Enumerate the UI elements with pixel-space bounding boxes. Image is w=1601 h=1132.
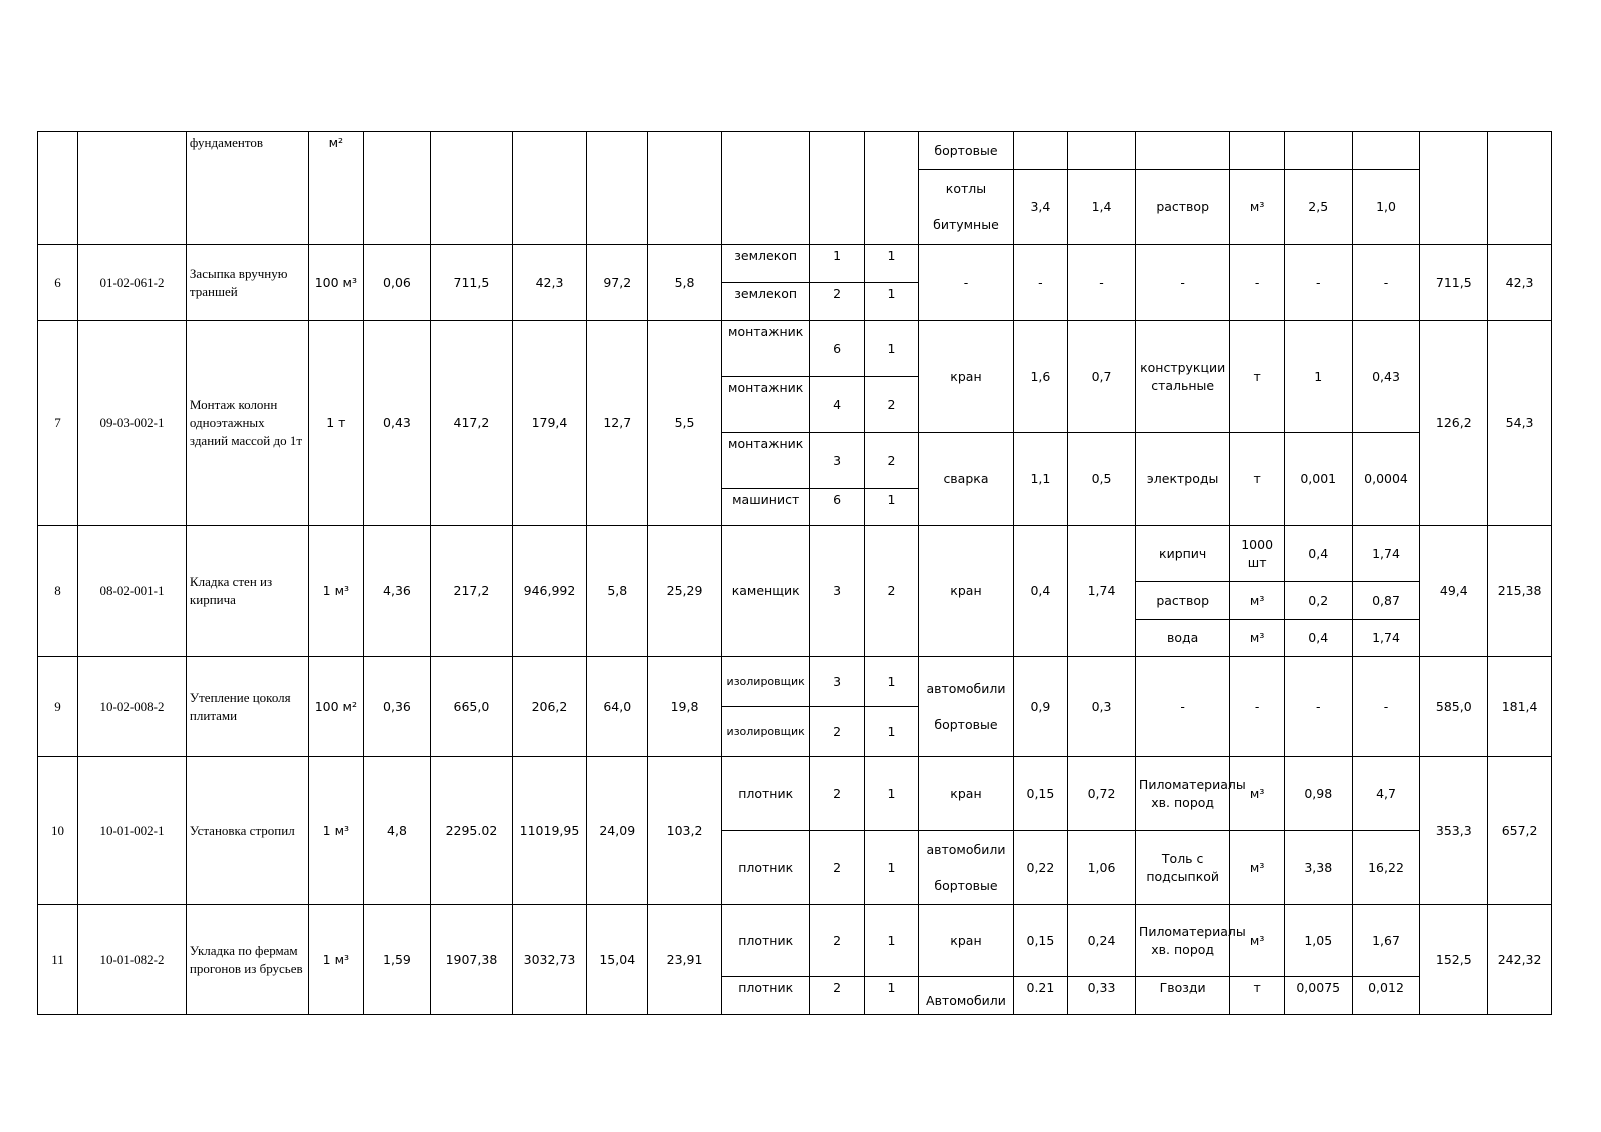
machine-norm: 64,0: [587, 657, 648, 757]
material-norm: -: [1284, 245, 1352, 321]
material-name: Гвозди: [1135, 977, 1229, 1015]
machine-norm: 24,09: [587, 757, 648, 905]
material-name: кирпич: [1135, 526, 1229, 582]
material-name: электроды: [1135, 433, 1229, 526]
machine-name: кран: [919, 757, 1013, 831]
norm-code: 09-03-002-1: [78, 321, 187, 526]
worker-profession: монтажник: [722, 433, 810, 489]
worker-count: 2: [864, 526, 918, 657]
worker-rank: 2: [810, 831, 864, 905]
machine-hours: 0,9: [1013, 657, 1067, 757]
total-time: 11019,95: [512, 757, 587, 905]
quantity: 0,06: [363, 245, 431, 321]
machine-hours: [1013, 132, 1067, 170]
labor-total-2: 215,38: [1488, 526, 1552, 657]
machine-total: [648, 132, 722, 245]
worker-rank: 1: [810, 245, 864, 283]
material-name: -: [1135, 245, 1229, 321]
material-name: раствор: [1135, 582, 1229, 620]
norm-code: 01-02-061-2: [78, 245, 187, 321]
unit: 1 м³: [309, 526, 363, 657]
worker-profession: монтажник: [722, 377, 810, 433]
worker-profession: [722, 132, 810, 245]
material-qty: 1,67: [1352, 905, 1420, 977]
worker-rank: 2: [810, 283, 864, 321]
machine-hours: 3,4: [1013, 170, 1067, 245]
material-unit: 1000 шт: [1230, 526, 1284, 582]
material-norm: 0,001: [1284, 433, 1352, 526]
machine-total: 25,29: [648, 526, 722, 657]
row-number: 7: [38, 321, 78, 526]
material-unit: -: [1230, 657, 1284, 757]
material-name: Пиломатериалы хв. пород: [1135, 905, 1229, 977]
work-name: Засыпка вручную траншей: [186, 245, 308, 321]
worker-count: 1: [864, 657, 918, 707]
worker-rank: 2: [810, 905, 864, 977]
material-name: конструкции стальные: [1135, 321, 1229, 433]
quantity: 1,59: [363, 905, 431, 1015]
row-number: 11: [38, 905, 78, 1015]
unit: 1 т: [309, 321, 363, 526]
material-unit: м³: [1230, 905, 1284, 977]
machine-total: 5,8: [648, 245, 722, 321]
norm-time: 1907,38: [431, 905, 512, 1015]
quantity: 4,8: [363, 757, 431, 905]
norm-code: 08-02-001-1: [78, 526, 187, 657]
machine-hours: 1,6: [1013, 321, 1067, 433]
material-norm: 1: [1284, 321, 1352, 433]
total-time: 42,3: [512, 245, 587, 321]
labor-total-1: 152,5: [1420, 905, 1488, 1015]
machine-total: 0,24: [1068, 905, 1136, 977]
material-unit: -: [1230, 245, 1284, 321]
worker-count: [864, 132, 918, 245]
material-qty: -: [1352, 245, 1420, 321]
material-name: Пиломатериалы хв. пород: [1135, 757, 1229, 831]
labor-total-1: 126,2: [1420, 321, 1488, 526]
work-name: Кладка стен из кирпича: [186, 526, 308, 657]
row-number: [38, 132, 78, 245]
labor-total-1: 585,0: [1420, 657, 1488, 757]
worker-rank: [810, 132, 864, 245]
material-norm: 2,5: [1284, 170, 1352, 245]
worker-count: 1: [864, 831, 918, 905]
material-unit: т: [1230, 321, 1284, 433]
material-unit: м³: [1230, 757, 1284, 831]
worker-count: 1: [864, 977, 918, 1015]
machine-name: кран: [919, 321, 1013, 433]
material-unit: м³: [1230, 170, 1284, 245]
total-time: 946,992: [512, 526, 587, 657]
labor-total-2: [1488, 132, 1552, 245]
machine-total: -: [1068, 245, 1136, 321]
machine-total: 5,5: [648, 321, 722, 526]
labor-total-2: 42,3: [1488, 245, 1552, 321]
machine-hours: -: [1013, 245, 1067, 321]
work-name: фундаментов: [186, 132, 308, 245]
machine-total: [1068, 132, 1136, 170]
worker-count: 2: [864, 433, 918, 489]
machine-name: кран: [919, 905, 1013, 977]
norm-code: 10-01-082-2: [78, 905, 187, 1015]
material-norm: 0,2: [1284, 582, 1352, 620]
worker-rank: 3: [810, 526, 864, 657]
material-qty: 1,74: [1352, 526, 1420, 582]
material-name: вода: [1135, 620, 1229, 657]
material-unit: м³: [1230, 620, 1284, 657]
material-qty: 1,0: [1352, 170, 1420, 245]
worker-rank: 6: [810, 321, 864, 377]
row-number: 6: [38, 245, 78, 321]
total-time: 179,4: [512, 321, 587, 526]
worker-rank: 2: [810, 757, 864, 831]
machine-name: котлы битумные: [919, 170, 1013, 245]
norm-time: 665,0: [431, 657, 512, 757]
worker-profession: землекоп: [722, 283, 810, 321]
worker-count: 2: [864, 377, 918, 433]
machine-total: 0,5: [1068, 433, 1136, 526]
quantity: 0,36: [363, 657, 431, 757]
work-name: Монтаж колонн одноэтажных зданий массой до 1т: [186, 321, 308, 526]
labor-total-2: 242,32: [1488, 905, 1552, 1015]
material-qty: 0,43: [1352, 321, 1420, 433]
machine-total: 0,3: [1068, 657, 1136, 757]
quantity: 0,43: [363, 321, 431, 526]
machine-name: кран: [919, 526, 1013, 657]
material-qty: -: [1352, 657, 1420, 757]
norm-code: 10-01-002-1: [78, 757, 187, 905]
work-norms-table: [37, 131, 1552, 1015]
material-name: Толь с подсыпкой: [1135, 831, 1229, 905]
machine-total: 103,2: [648, 757, 722, 905]
worker-rank: 2: [810, 977, 864, 1015]
worker-rank: 6: [810, 489, 864, 526]
machine-total: 19,8: [648, 657, 722, 757]
unit: 100 м³: [309, 245, 363, 321]
machine-name: автомобили бортовые: [919, 657, 1013, 757]
labor-total-1: 711,5: [1420, 245, 1488, 321]
material-norm: 3,38: [1284, 831, 1352, 905]
worker-profession: изолировщик: [722, 707, 810, 757]
machine-hours: 0,4: [1013, 526, 1067, 657]
worker-count: 1: [864, 321, 918, 377]
labor-total-1: [1420, 132, 1488, 245]
labor-total-1: 49,4: [1420, 526, 1488, 657]
machine-norm: 15,04: [587, 905, 648, 1015]
machine-total: 1,06: [1068, 831, 1136, 905]
material-qty: [1352, 132, 1420, 170]
unit: м²: [309, 132, 363, 245]
machine-total: 23,91: [648, 905, 722, 1015]
material-name: -: [1135, 657, 1229, 757]
worker-profession: каменщик: [722, 526, 810, 657]
material-norm: [1284, 132, 1352, 170]
material-qty: 0,87: [1352, 582, 1420, 620]
worker-profession: машинист: [722, 489, 810, 526]
material-unit: м³: [1230, 582, 1284, 620]
norm-time: 217,2: [431, 526, 512, 657]
machine-name: бортовые: [919, 132, 1013, 170]
work-name: Укладка по фермам прогонов из брусьев: [186, 905, 308, 1015]
total-time: [512, 132, 587, 245]
material-norm: 0,0075: [1284, 977, 1352, 1015]
material-norm: -: [1284, 657, 1352, 757]
norm-time: [431, 132, 512, 245]
material-qty: 1,74: [1352, 620, 1420, 657]
machine-hours: 0.21: [1013, 977, 1067, 1015]
worker-profession: плотник: [722, 831, 810, 905]
worker-profession: плотник: [722, 757, 810, 831]
material-name: [1135, 132, 1229, 170]
material-norm: 0,4: [1284, 620, 1352, 657]
machine-hours: 0,15: [1013, 757, 1067, 831]
worker-count: 1: [864, 245, 918, 283]
total-time: 3032,73: [512, 905, 587, 1015]
row-number: 10: [38, 757, 78, 905]
worker-rank: 2: [810, 707, 864, 757]
material-unit: [1230, 132, 1284, 170]
worker-count: 1: [864, 489, 918, 526]
machine-norm: [587, 132, 648, 245]
material-qty: 0,012: [1352, 977, 1420, 1015]
unit: 1 м³: [309, 757, 363, 905]
material-norm: 0,4: [1284, 526, 1352, 582]
material-qty: 4,7: [1352, 757, 1420, 831]
quantity: [363, 132, 431, 245]
machine-norm: 97,2: [587, 245, 648, 321]
material-norm: 0,98: [1284, 757, 1352, 831]
machine-hours: 0,15: [1013, 905, 1067, 977]
norm-code: 10-02-008-2: [78, 657, 187, 757]
machine-name: автомобили бортовые: [919, 831, 1013, 905]
machine-total: 1,4: [1068, 170, 1136, 245]
total-time: 206,2: [512, 657, 587, 757]
work-name: Установка стропил: [186, 757, 308, 905]
worker-count: 1: [864, 757, 918, 831]
row-number: 8: [38, 526, 78, 657]
labor-total-1: 353,3: [1420, 757, 1488, 905]
machine-name: -: [919, 245, 1013, 321]
worker-profession: монтажник: [722, 321, 810, 377]
labor-total-2: 181,4: [1488, 657, 1552, 757]
worker-profession: плотник: [722, 905, 810, 977]
machine-norm: 5,8: [587, 526, 648, 657]
norm-time: 711,5: [431, 245, 512, 321]
worker-count: 1: [864, 707, 918, 757]
norm-time: 2295.02: [431, 757, 512, 905]
machine-total: 0,33: [1068, 977, 1136, 1015]
machine-hours: 0,22: [1013, 831, 1067, 905]
labor-total-2: 54,3: [1488, 321, 1552, 526]
worker-profession: землекоп: [722, 245, 810, 283]
worker-rank: 3: [810, 433, 864, 489]
material-qty: 16,22: [1352, 831, 1420, 905]
machine-total: 1,74: [1068, 526, 1136, 657]
machine-name: сварка: [919, 433, 1013, 526]
machine-hours: 1,1: [1013, 433, 1067, 526]
material-unit: т: [1230, 977, 1284, 1015]
quantity: 4,36: [363, 526, 431, 657]
machine-norm: 12,7: [587, 321, 648, 526]
machine-total: 0,7: [1068, 321, 1136, 433]
worker-rank: 4: [810, 377, 864, 433]
material-qty: 0,0004: [1352, 433, 1420, 526]
machine-total: 0,72: [1068, 757, 1136, 831]
worker-profession: плотник: [722, 977, 810, 1015]
material-unit: м³: [1230, 831, 1284, 905]
unit: 100 м²: [309, 657, 363, 757]
norm-code: [78, 132, 187, 245]
worker-count: 1: [864, 283, 918, 321]
material-unit: т: [1230, 433, 1284, 526]
machine-name: Автомобили: [919, 977, 1013, 1015]
worker-count: 1: [864, 905, 918, 977]
worker-rank: 3: [810, 657, 864, 707]
unit: 1 м³: [309, 905, 363, 1015]
row-number: 9: [38, 657, 78, 757]
material-norm: 1,05: [1284, 905, 1352, 977]
worker-profession: изолировщик: [722, 657, 810, 707]
labor-total-2: 657,2: [1488, 757, 1552, 905]
norm-time: 417,2: [431, 321, 512, 526]
work-name: Утепление цоколя плитами: [186, 657, 308, 757]
material-name: раствор: [1135, 170, 1229, 245]
